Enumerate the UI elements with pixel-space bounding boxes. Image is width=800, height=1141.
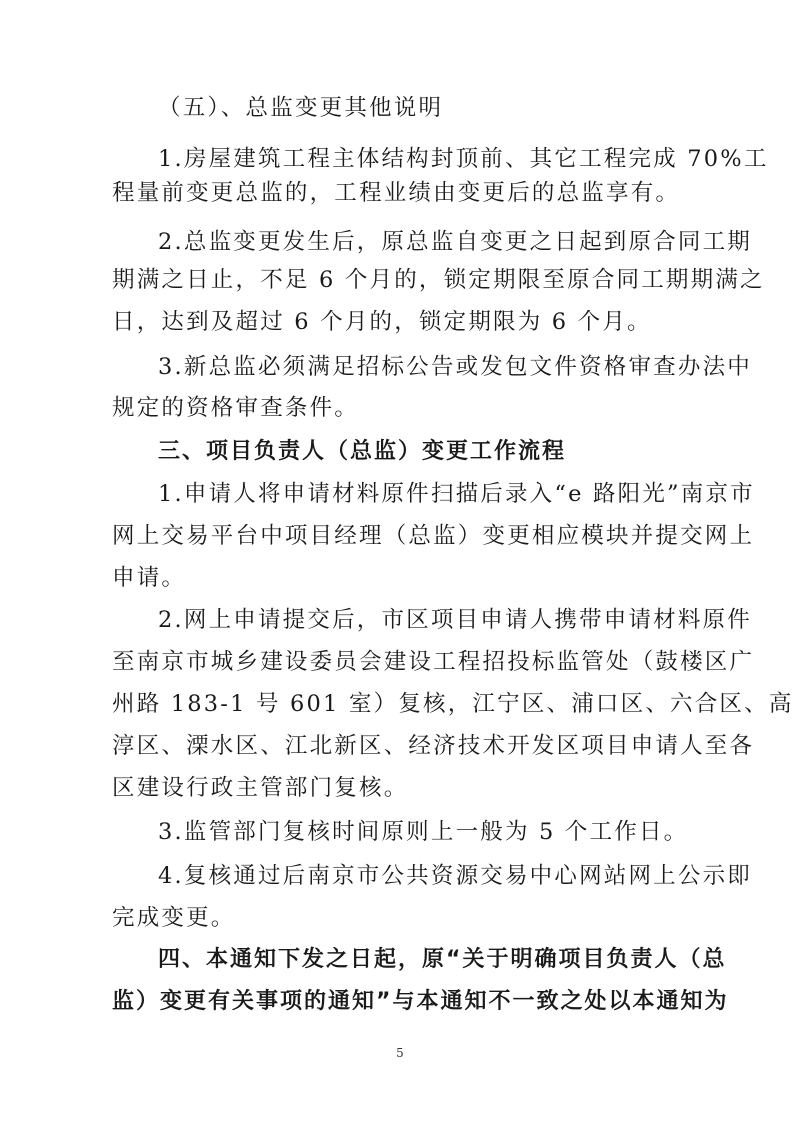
paragraph-line: 网上交易平台中项目经理（总监）变更相应模块并提交网上: [112, 523, 755, 549]
paragraph-line: 完成变更。: [112, 905, 236, 931]
paragraph-line: 规定的资格审查条件。: [112, 395, 360, 421]
paragraph-line: 2.网上申请提交后，市区项目申请人携带申请材料原件: [158, 607, 752, 633]
section-heading-4-continued: 监）变更有关事项的通知”与本通知不一致之处以本通知为: [112, 989, 729, 1014]
paragraph-line: 期满之日止，不足 6 个月的，锁定期限至原合同工期期满之: [112, 267, 765, 293]
paragraph-line: 1.房屋建筑工程主体结构封顶前、其它工程完成 70%工: [158, 146, 769, 172]
paragraph-line: 申请。: [112, 565, 187, 591]
section-heading-3: 三、项目负责人（总监）变更工作流程: [158, 439, 567, 464]
paragraph-line: 1.申请人将申请材料原件扫描后录入“e 路阳光”南京市: [158, 481, 755, 507]
paragraph-line: 日，达到及超过 6 个月的，锁定期限为 6 个月。: [112, 309, 652, 335]
paragraph-line: 2.总监变更发生后，原总监自变更之日起到原合同工期: [158, 229, 752, 255]
paragraph-line: 4.复核通过后南京市公共资源交易中心网站网上公示即: [158, 863, 752, 889]
paragraph-line: 至南京市城乡建设委员会建设工程招投标监管处（鼓楼区广: [112, 649, 755, 675]
paragraph-line: 淳区、溧水区、江北新区、经济技术开发区项目申请人至各: [112, 733, 755, 759]
section-heading-4: 四、本通知下发之日起，原“关于明确项目负责人（总: [158, 947, 727, 972]
paragraph-line: 3.监管部门复核时间原则上一般为 5 个工作日。: [158, 819, 689, 845]
paragraph-line: 3.新总监必须满足招标公告或发包文件资格审查办法中: [158, 354, 752, 380]
page-number: 5: [396, 1046, 404, 1060]
section-subheading-5: （五）、总监变更其他说明: [158, 95, 444, 121]
paragraph-line: 程量前变更总监的，工程业绩由变更后的总监享有。: [112, 180, 681, 206]
paragraph-line: 区建设行政主管部门复核。: [112, 775, 409, 801]
paragraph-line: 州路 183-1 号 601 室）复核，江宁区、浦口区、六合区、高: [112, 691, 794, 717]
